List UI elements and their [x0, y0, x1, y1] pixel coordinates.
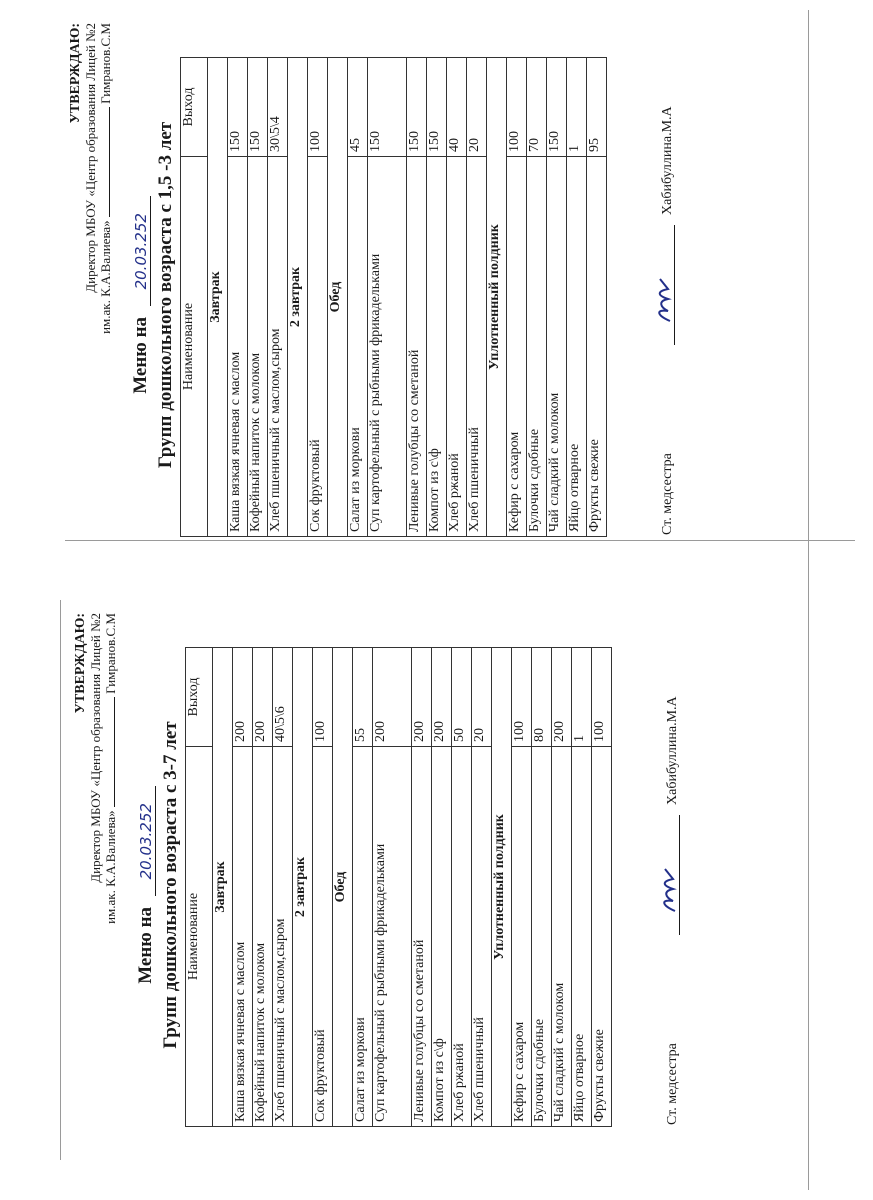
dish-name: Салат из моркови: [348, 157, 368, 537]
dish-name: Каша вязкая ячневая с маслом: [228, 157, 248, 537]
dish-name: Компот из с\ф: [432, 747, 452, 1127]
dish-name: Ленивые голубцы со сметаной: [407, 157, 427, 537]
dish-amount: 100: [507, 58, 527, 157]
menu-date-handwritten: 20.03.252: [132, 196, 151, 306]
signature-name: Хабибуллина.М.А: [665, 696, 680, 805]
menu-table-body: [213, 648, 612, 1127]
dish-name: Салат из моркови: [353, 747, 373, 1127]
dish-name: Хлеб пшеничный с маслом,сыром: [268, 157, 288, 537]
table-row: [432, 648, 452, 1127]
page-edge-right: [808, 10, 809, 1190]
column-header-amount: Выход: [181, 58, 208, 157]
dish-name: Чай сладкий с молоком: [552, 747, 572, 1127]
dish-amount: 200: [253, 648, 273, 747]
dish-name: Хлеб пшеничный с маслом,сыром: [273, 747, 293, 1127]
table-row: [248, 58, 268, 537]
dish-name: Фрукты свежие: [592, 747, 612, 1127]
page-edge-left: [60, 600, 61, 1160]
approval-name-line: [98, 23, 113, 334]
section-title: Обед: [328, 58, 348, 537]
signature-role: Ст. медсестра: [665, 1043, 680, 1125]
section-row: [333, 648, 353, 1127]
dish-name: Кефир с сахаром: [507, 157, 527, 537]
table-row: [547, 58, 567, 537]
dish-name: Компот из с\ф: [427, 157, 447, 537]
table-row: [253, 648, 273, 1127]
approval-title: УТВЕРЖДАЮ:: [68, 23, 83, 124]
menu-sheet-toddlers: [60, 15, 700, 575]
dish-amount: 45: [348, 58, 368, 157]
dish-amount: 150: [368, 58, 407, 157]
table-row: [268, 58, 288, 537]
menu-label: Меню на: [135, 906, 156, 984]
dish-name: Булочки сдобные: [532, 747, 552, 1127]
dish-name: Фрукты свежие: [587, 157, 607, 537]
table-row: [447, 58, 467, 537]
section-title: 2 завтрак: [293, 648, 313, 1127]
signature-name: Хабибуллина.М.А: [660, 106, 675, 215]
dish-amount: 100: [313, 648, 333, 747]
column-header-name: Наименование: [181, 157, 208, 537]
menu-sheet-preschool: [65, 605, 705, 1165]
dish-name: Сок фруктовый: [313, 747, 333, 1127]
table-row: [512, 648, 532, 1127]
group-title: Групп дошкольного возраста с 1,5 -3 лет: [155, 121, 176, 469]
approval-signature-blank: [114, 697, 115, 807]
table-row: [368, 58, 407, 537]
table-row: [472, 648, 492, 1127]
dish-amount: 20: [472, 648, 492, 747]
dish-amount: 150: [228, 58, 248, 157]
section-row: [213, 648, 233, 1127]
dish-amount: 70: [527, 58, 547, 157]
menu-date-line: [130, 15, 152, 575]
approval-signature-blank: [109, 107, 110, 217]
dish-amount: 40: [447, 58, 467, 157]
menu-date-line: [135, 605, 157, 1165]
table-row: [592, 648, 612, 1127]
dish-name: Хлеб пшеничный: [467, 157, 487, 537]
dish-name: Суп картофельный с рыбными фрикадельками: [368, 157, 407, 537]
dish-name: Сок фруктовый: [308, 157, 328, 537]
table-row: [353, 648, 373, 1127]
table-row: [427, 58, 447, 537]
section-title: Завтрак: [213, 648, 233, 1127]
table-row: [228, 58, 248, 537]
approval-director-name: Гимранов.С.М: [98, 23, 113, 104]
dish-amount: 50: [452, 648, 472, 747]
table-row: [373, 648, 412, 1127]
table-row: [552, 648, 572, 1127]
dish-amount: 150: [547, 58, 567, 157]
table-row: [273, 648, 293, 1127]
dish-amount: 55: [353, 648, 373, 747]
approval-org: им.ак. К.А.Валиева»: [103, 810, 118, 924]
dish-amount: 200: [233, 648, 253, 747]
dish-amount: 100: [512, 648, 532, 747]
dish-name: Каша вязкая ячневая с маслом: [233, 747, 253, 1127]
dish-amount: 20: [467, 58, 487, 157]
menu-table: [185, 647, 612, 1127]
section-row: [492, 648, 512, 1127]
section-row: [328, 58, 348, 537]
table-row: [532, 648, 552, 1127]
section-row: [487, 58, 507, 537]
table-row: [467, 58, 487, 537]
dish-amount: 40\5\6: [273, 648, 293, 747]
approval-block: [73, 613, 118, 924]
table-row: [587, 58, 607, 537]
table-row: [567, 58, 587, 537]
dish-name: Яйцо отварное: [567, 157, 587, 537]
table-row: [407, 58, 427, 537]
section-title: 2 завтрак: [288, 58, 308, 537]
dish-name: Хлеб ржаной: [452, 747, 472, 1127]
table-row: [348, 58, 368, 537]
section-row: [293, 648, 313, 1127]
dish-name: Кофейный напиток с молоком: [253, 747, 273, 1127]
dish-name: Кофейный напиток с молоком: [248, 157, 268, 537]
dish-amount: 80: [532, 648, 552, 747]
dish-name: Чай сладкий с молоком: [547, 157, 567, 537]
dish-amount: 100: [592, 648, 612, 747]
dish-name: Булочки сдобные: [527, 157, 547, 537]
dish-amount: 30\5\4: [268, 58, 288, 157]
table-row: [452, 648, 472, 1127]
approval-director-name: Гимранов.С.М: [103, 613, 118, 694]
menu-date-handwritten: 20.03.252: [137, 786, 156, 896]
dish-amount: 95: [587, 58, 607, 157]
dish-amount: 100: [308, 58, 328, 157]
table-row: [507, 58, 527, 537]
menu-table-body: [208, 58, 607, 537]
approval-org: им.ак. К.А.Валиева»: [98, 220, 113, 334]
dish-amount: 1: [572, 648, 592, 747]
dish-amount: 150: [407, 58, 427, 157]
handwritten-signature: [655, 865, 683, 915]
column-header-amount: Выход: [186, 648, 213, 747]
dish-name: Яйцо отварное: [572, 747, 592, 1127]
approval-name-line: [103, 613, 118, 924]
signature-role: Ст. медсестра: [660, 453, 675, 535]
approval-block: [68, 23, 113, 334]
handwritten-signature: [650, 275, 678, 325]
approval-title: УТВЕРЖДАЮ:: [73, 613, 88, 714]
approval-director-line: Директор МБОУ «Центр образования Лицей №2: [88, 613, 103, 883]
table-row: [412, 648, 432, 1127]
dish-name: Суп картофельный с рыбными фрикадельками: [373, 747, 412, 1127]
table-row: [313, 648, 333, 1127]
section-title: Обед: [333, 648, 353, 1127]
dish-amount: 1: [567, 58, 587, 157]
table-row: [308, 58, 328, 537]
dish-amount: 150: [248, 58, 268, 157]
dish-amount: 200: [373, 648, 412, 747]
section-row: [288, 58, 308, 537]
menu-table: [180, 57, 607, 537]
approval-director-line: Директор МБОУ «Центр образования Лицей №2: [83, 23, 98, 293]
dish-name: Хлеб пшеничный: [472, 747, 492, 1127]
group-title: Групп дошкольного возраста с 3-7 лет: [160, 721, 181, 1049]
dish-name: Ленивые голубцы со сметаной: [412, 747, 432, 1127]
menu-label: Меню на: [130, 316, 151, 394]
dish-name: Хлеб ржаной: [447, 157, 467, 537]
dish-amount: 200: [412, 648, 432, 747]
table-row: [572, 648, 592, 1127]
dish-name: Кефир с сахаром: [512, 747, 532, 1127]
table-row: [233, 648, 253, 1127]
section-title: Уплотненный полдник: [487, 58, 507, 537]
dish-amount: 200: [432, 648, 452, 747]
section-title: Завтрак: [208, 58, 228, 537]
section-title: Уплотненный полдник: [492, 648, 512, 1127]
dish-amount: 200: [552, 648, 572, 747]
column-header-name: Наименование: [186, 747, 213, 1127]
section-row: [208, 58, 228, 537]
dish-amount: 150: [427, 58, 447, 157]
table-row: [527, 58, 547, 537]
